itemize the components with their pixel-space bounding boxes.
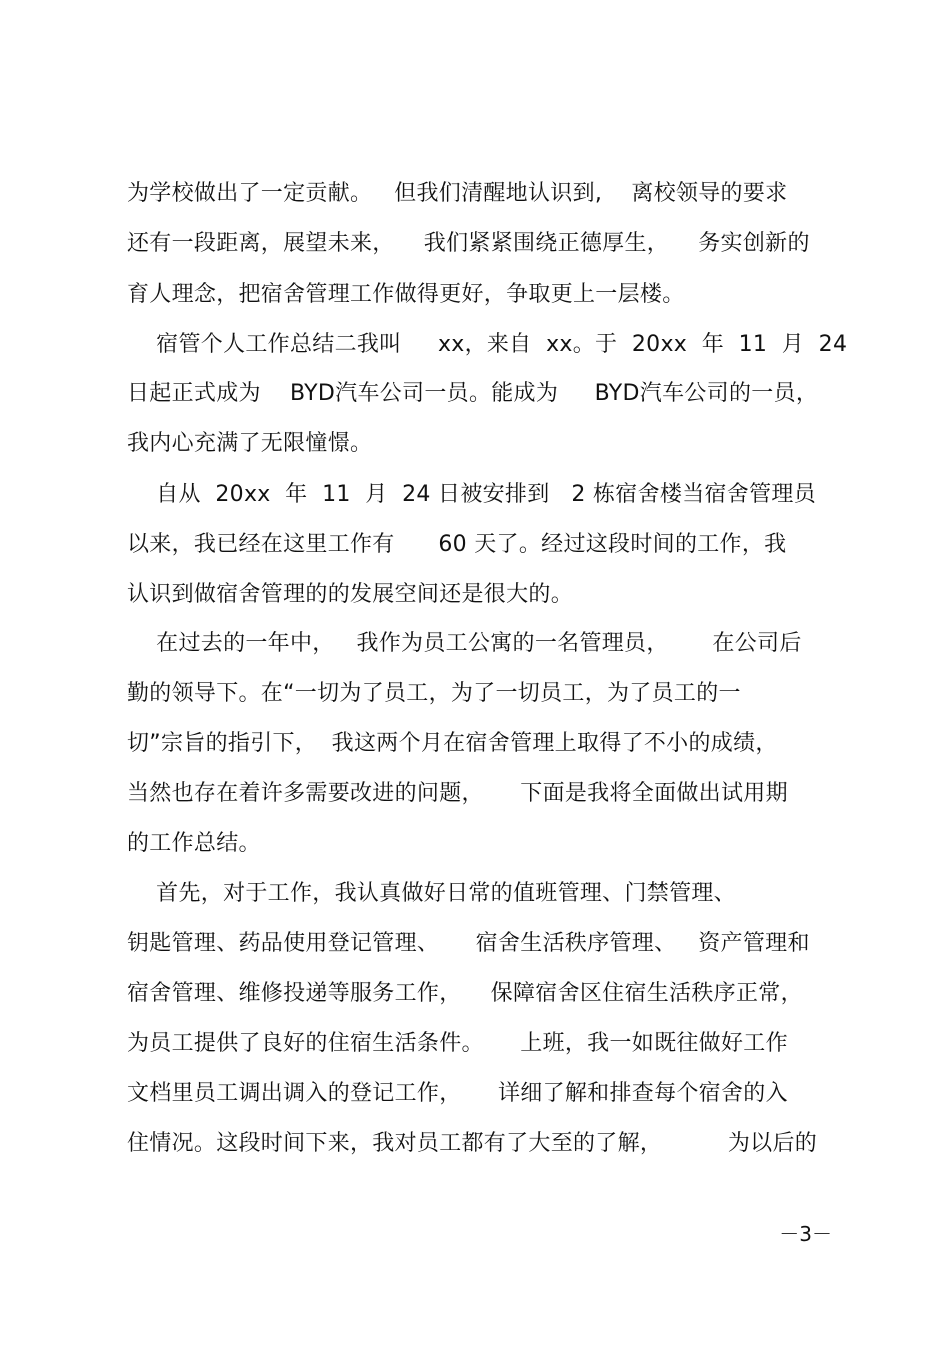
text-line: 的工作总结。 [127, 831, 261, 856]
text-line: 在过去的一年中， 我作为员工公寓的一名管理员， 在公司后 [127, 631, 802, 656]
text-line: 还有一段距离，展望未来， 我们紧紧围绕正德厚生， 务实创新的 [127, 231, 810, 256]
text-line: 首先，对于工作，我认真做好日常的值班管理、门禁管理、 [127, 881, 736, 906]
text-line: 认识到做宿舍管理的的发展空间还是很大的。 [127, 582, 574, 607]
text-line: 文档里员工调出调入的登记工作， 详细了解和排查每个宿舍的入 [127, 1081, 788, 1106]
text-line: 勤的领导下。在“一切为了员工，为了一切员工，为了员工的一 [127, 681, 741, 706]
text-line: 切”宗旨的指引下， 我这两个月在宿舍管理上取得了不小的成绩， [127, 731, 778, 756]
text-line: 宿舍管理、维修投递等服务工作， 保障宿舍区住宿生活秩序正常， [127, 981, 803, 1006]
text-line: 宿管个人工作总结二我叫 xx，来自 xx。于 20xx 年 11 月 24 [127, 332, 848, 357]
text-line: 育人理念，把宿舍管理工作做得更好，争取更上一层楼。 [127, 282, 685, 307]
text-line: 当然也存在着许多需要改进的问题， 下面是我将全面做出试用期 [127, 781, 788, 806]
text-line: 住情况。这段时间下来，我对员工都有了大至的了解， 为以后的 [127, 1131, 818, 1156]
text-line: 以来，我已经在这里工作有 60 天了。经过这段时间的工作，我 [127, 532, 787, 557]
text-line: 自从 20xx 年 11 月 24 日被安排到 2 栋宿舍楼当宿舍管理员 [127, 482, 816, 507]
text-line: 我内心充满了无限憧憬。 [127, 431, 373, 456]
text-line: 钥匙管理、药品使用登记管理、 宿舍生活秩序管理、 资产管理和 [127, 931, 810, 956]
text-line: 为员工提供了良好的住宿生活条件。 上班，我一如既往做好工作 [127, 1031, 788, 1056]
text-line: 日起正式成为 BYD汽车公司一员。能成为 BYD汽车公司的一员， [127, 381, 819, 406]
page-number: －3－ [779, 1222, 832, 1246]
text-line: 为学校做出了一定贡献。 但我们清醒地认识到, 离校领导的要求 [127, 181, 788, 206]
